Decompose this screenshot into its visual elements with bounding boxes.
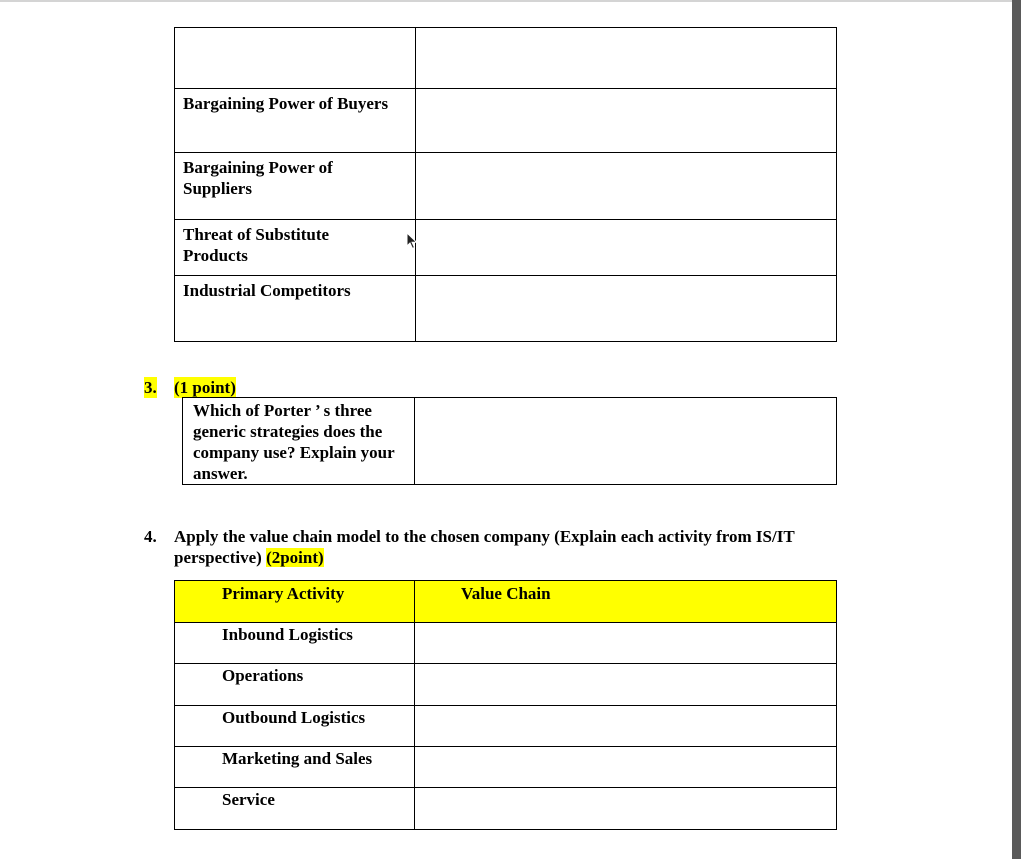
bargaining-power-of-buyers-label: Bargaining Power of Buyers (183, 94, 389, 113)
answer-cell[interactable] (415, 788, 837, 830)
threat-of-substitute-products-label: Threat of Substitute Products (183, 225, 330, 265)
header-cell (415, 581, 837, 623)
table-row (175, 89, 837, 153)
service-label: Service (222, 790, 275, 809)
question-number: 3. (144, 378, 157, 397)
question-text: Apply the value chain model to the chosen company (Explain each activity from IS/IT perspective) (2point) (174, 527, 795, 567)
question-number: 4. (144, 527, 157, 546)
value-chain-header: Value Chain (461, 584, 551, 603)
row-label-cell (175, 747, 415, 788)
value-chain-table (174, 580, 837, 830)
table-row (175, 220, 837, 276)
header-cell (175, 581, 415, 623)
row-label-cell (175, 89, 416, 153)
industrial-competitors-label: Industrial Competitors (183, 281, 351, 300)
table-header-row (175, 581, 837, 623)
answer-cell[interactable] (416, 153, 837, 220)
table-row (175, 153, 837, 220)
bargaining-power-of-suppliers-label: Bargaining Power of Suppliers (183, 158, 333, 198)
answer-cell[interactable] (416, 28, 837, 89)
generic-strategy-question: Which of Porter ’ s three generic strategies does the company use? Explain your answer. (193, 401, 395, 483)
operations-label: Operations (222, 666, 304, 685)
inbound-logistics-label: Inbound Logistics (222, 625, 353, 644)
window-edge-scrollbar[interactable] (1012, 0, 1021, 859)
generic-strategy-table (182, 397, 837, 485)
row-label-cell (175, 706, 415, 747)
row-label-cell (175, 664, 415, 706)
row-label-cell (175, 788, 415, 830)
outbound-logistics-label: Outbound Logistics (222, 708, 366, 727)
question-cell (183, 398, 415, 485)
row-label-cell (175, 276, 416, 342)
table-row (175, 28, 837, 89)
answer-cell[interactable] (415, 623, 837, 664)
row-label-cell (175, 28, 416, 89)
mouse-cursor-icon (406, 232, 418, 250)
question-points: (2point) (266, 548, 324, 567)
table-row (175, 788, 837, 830)
answer-cell[interactable] (415, 747, 837, 788)
answer-cell[interactable] (416, 89, 837, 153)
answer-cell[interactable] (415, 664, 837, 706)
page-top-edge (0, 0, 1021, 2)
answer-cell[interactable] (415, 706, 837, 747)
table-row (183, 398, 837, 485)
primary-activity-header: Primary Activity (222, 584, 345, 603)
row-label-cell (175, 623, 415, 664)
five-forces-table (174, 27, 837, 342)
table-row (175, 706, 837, 747)
table-row (175, 747, 837, 788)
table-row (175, 276, 837, 342)
answer-cell[interactable] (416, 276, 837, 342)
row-label-cell (175, 220, 416, 276)
table-row (175, 623, 837, 664)
table-row (175, 664, 837, 706)
question-points: (1 point) (174, 378, 236, 397)
answer-cell[interactable] (415, 398, 837, 485)
marketing-and-sales-label: Marketing and Sales (222, 749, 373, 768)
row-label-cell (175, 153, 416, 220)
answer-cell[interactable] (416, 220, 837, 276)
